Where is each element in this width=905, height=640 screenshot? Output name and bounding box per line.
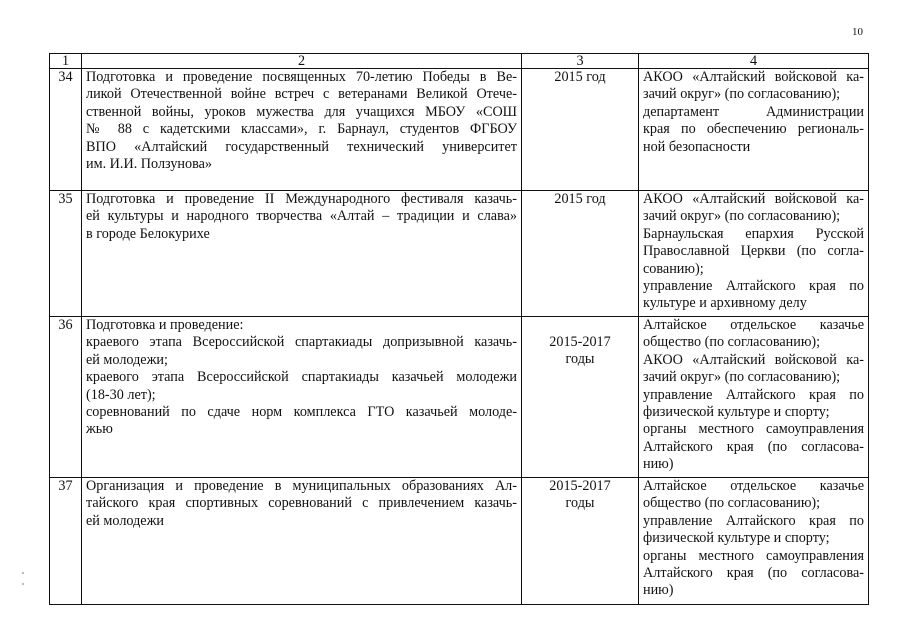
executor-line: общество (по согласованию); — [643, 495, 821, 512]
executor-line: управление Алтайского края по — [643, 512, 864, 529]
term-line: годы — [565, 351, 595, 368]
executor-line: физической культуре и спорту; — [643, 530, 830, 547]
executor-line: органы местного самоуправления — [643, 421, 864, 438]
page-number: 10 — [852, 26, 863, 38]
table-row — [50, 317, 869, 478]
event-line: тайского края спортивных соревнований с привлечением казачь- — [86, 495, 517, 512]
header-cell-event: 2 — [82, 54, 522, 69]
event-line: ВПО «Алтайский государственный технический университет — [86, 138, 517, 155]
row-number: 34 — [50, 69, 82, 191]
term-cell: 2015 год — [522, 69, 639, 191]
term-cell — [522, 478, 639, 605]
executors-cell — [639, 317, 869, 478]
executor-line: управление Алтайского края по — [643, 278, 864, 295]
event-line: (18-30 лет); — [86, 386, 156, 403]
executor-line: управление Алтайского края по — [643, 386, 864, 403]
executor-line: Алтайское отдельское казачье — [643, 478, 864, 494]
executors-cell — [639, 478, 869, 605]
scan-speck — [22, 572, 24, 574]
event-line: в городе Белокурихе — [86, 225, 210, 242]
event-line: ликой Отечественной войне встреч с ветеранами Великой Отече- — [86, 86, 517, 103]
executor-line: Барнаульская епархия Русской — [643, 225, 864, 242]
event-line: № 88 с кадетскими классами», г. Барнаул, студентов ФГБОУ — [86, 121, 517, 138]
event-line: Подготовка и проведение посвященных 70-летию Победы в Ве- — [86, 69, 517, 85]
executor-line: сованию); — [643, 260, 704, 277]
executor-line: нию) — [643, 582, 674, 599]
executor-line: Алтайского края (по согласова- — [643, 565, 864, 582]
term-cell: 2015 год — [522, 191, 639, 317]
executors-cell — [639, 69, 869, 191]
executor-line: зачий округ» (по согласованию); — [643, 369, 841, 386]
executor-line: края по обеспечению региональ- — [643, 121, 864, 138]
term-line: 2015-2017 — [549, 478, 611, 494]
event-cell — [82, 191, 522, 317]
event-line: ей молодежи; — [86, 351, 168, 368]
table-row — [50, 191, 869, 317]
row-number: 37 — [50, 478, 82, 605]
event-line: Подготовка и проведение: — [86, 317, 244, 333]
row-number: 36 — [50, 317, 82, 478]
header-row — [50, 54, 869, 69]
executor-line: культуре и архивному делу — [643, 295, 807, 312]
scan-speck — [22, 583, 24, 585]
event-line: им. И.И. Ползунова» — [86, 156, 213, 173]
term-line: 2015-2017 — [549, 334, 611, 350]
executor-line: АКОО «Алтайский войсковой ка- — [643, 351, 864, 368]
table-row — [50, 478, 869, 605]
executor-line: зачий округ» (по согласованию); — [643, 86, 841, 103]
event-line: соревнований по сдаче норм комплекса ГТО казачьей молоде- — [86, 404, 517, 421]
executor-line: физической культуре и спорту; — [643, 404, 830, 421]
term-line: годы — [565, 495, 595, 512]
event-line: Подготовка и проведение II Международного фестиваля казачь- — [86, 191, 517, 207]
event-cell — [82, 478, 522, 605]
event-line: Организация и проведение в муниципальных образованиях Ал- — [86, 478, 517, 494]
event-line: ей культуры и народного творчества «Алтай – традиции и слава» — [86, 208, 517, 225]
header-cell-executors: 4 — [639, 54, 869, 69]
executor-line: Православной Церкви (по согла- — [643, 243, 864, 260]
event-cell — [82, 69, 522, 191]
executor-line: департамент Администрации — [643, 103, 864, 120]
executor-line: зачий округ» (по согласованию); — [643, 208, 841, 225]
executor-line: Алтайское отдельское казачье — [643, 317, 864, 333]
executor-line: Алтайского края (по согласова- — [643, 438, 864, 455]
term-cell — [522, 317, 639, 478]
executor-line: общество (по согласованию); — [643, 334, 821, 351]
executor-line: нию) — [643, 456, 674, 473]
event-line: краевого этапа Всероссийской спартакиады допризывной казачь- — [86, 334, 517, 351]
executors-cell — [639, 191, 869, 317]
executor-line: ной безопасности — [643, 138, 751, 155]
executor-line: АКОО «Алтайский войсковой ка- — [643, 69, 864, 85]
executor-line: АКОО «Алтайский войсковой ка- — [643, 191, 864, 207]
header-cell-term: 3 — [522, 54, 639, 69]
header-cell-number: 1 — [50, 54, 82, 69]
executor-line: органы местного самоуправления — [643, 547, 864, 564]
event-cell — [82, 317, 522, 478]
events-table — [49, 53, 869, 605]
event-line: краевого этапа Всероссийской спартакиады казачьей молодежи — [86, 369, 517, 386]
event-line: ей молодежи — [86, 512, 164, 529]
event-line: ственной войны, уроков мужества для учащихся МБОУ «СОШ — [86, 103, 517, 120]
row-number: 35 — [50, 191, 82, 317]
event-line: жью — [86, 421, 113, 438]
table-row — [50, 69, 869, 191]
